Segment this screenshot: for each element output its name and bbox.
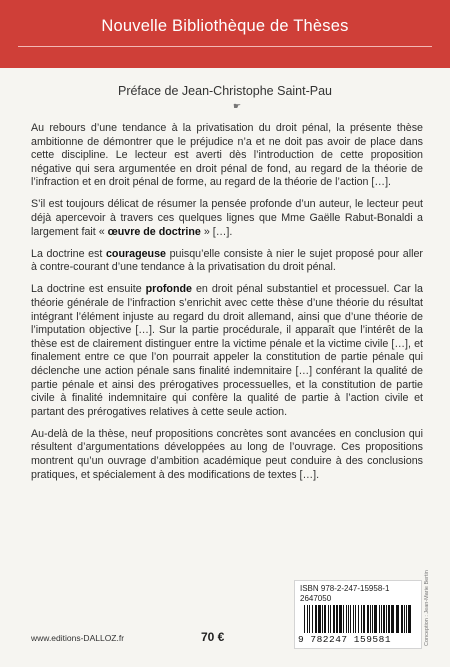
barcode-bar xyxy=(330,605,331,633)
design-credit: Conception : Jean-Marie Bertin xyxy=(424,570,430,646)
paragraph-2 xyxy=(31,198,423,239)
barcode-bar xyxy=(388,605,390,633)
barcode-bar xyxy=(383,605,385,633)
barcode-bar xyxy=(372,605,373,633)
paragraph-text: puisqu’elle consiste à nier le sujet proposé pour aller à contre-courant d’une tendance à la privatisation du droit pénal. xyxy=(31,247,423,274)
paragraph-text: Au rebours d’une tendance à la privatisation du droit pénal, la présente thèse ambitionne de démontrer que le préjudice n’a et ne doit pas avoir de place dans cette discipline. Le lecteur est averti dès l’introduction de cette proposition négative qui sera argumentée en droit pénal de fond, au regard de la théorie de l’infraction et en droit pénal de forme, au regard de la théorie de l’action […]. xyxy=(31,122,423,189)
preface-credit: Préface de Jean-Christophe Saint-Pau xyxy=(117,84,332,98)
paragraph-3 xyxy=(31,248,423,275)
emphasis-text: profonde xyxy=(145,283,192,296)
barcode-bar xyxy=(350,605,351,633)
paragraph-text: Au-delà de la thèse, neuf propositions concrètes sont avancées en conclusion qui résultent d’argumentations développées au long de l’ouvrage. Ces propositions montrent qu’un ouvrage d’ambition académique peut conduire à des conclusions pratiques, et spécialement à des modifications de textes […]. xyxy=(31,427,423,481)
collection-banner xyxy=(0,0,450,68)
barcode-bar xyxy=(379,605,380,633)
barcode-panel xyxy=(294,580,422,649)
banner-divider xyxy=(18,46,432,47)
barcode-bar xyxy=(370,605,371,633)
decorative-mark: ☛ xyxy=(233,101,242,111)
barcode-bar xyxy=(401,605,403,633)
collection-title: Nouvelle Bibliothèque de Thèses xyxy=(101,17,349,35)
barcode-bar xyxy=(367,605,369,633)
barcode-bar xyxy=(396,605,399,633)
barcode-bar xyxy=(315,605,317,633)
barcode-bar xyxy=(336,605,338,633)
isbn-label: ISBN 978-2-247-15958-1 xyxy=(300,584,390,593)
product-code: 2647050 xyxy=(300,594,332,603)
paragraph-4 xyxy=(31,283,423,419)
barcode-bar xyxy=(304,605,305,633)
barcode-bar xyxy=(381,605,382,633)
emphasis-text: courageuse xyxy=(105,247,166,260)
barcode-bar xyxy=(404,605,405,633)
barcode-bar xyxy=(333,605,335,633)
emphasis-text: œuvre de doctrine xyxy=(107,225,201,238)
barcode-bars xyxy=(304,605,412,633)
paragraph-text: » […]. xyxy=(200,225,233,238)
barcode-bar xyxy=(353,605,354,633)
barcode-bar xyxy=(358,605,359,633)
barcode-bar xyxy=(408,605,411,633)
barcode-bar xyxy=(355,605,356,633)
back-cover-text xyxy=(31,122,423,491)
barcode-bar xyxy=(312,605,313,633)
paragraph-text: La doctrine est xyxy=(31,247,106,260)
barcode-bar xyxy=(386,605,387,633)
paragraph-5 xyxy=(31,428,423,482)
paragraph-text: S’il est toujours délicat de résumer la pensée profonde d’un auteur, le lecteur peut déjà apercevoir à travers ces quelques lignes que Mme Gaëlle Rabut-Bonaldi a largement fait « xyxy=(31,198,423,238)
barcode-bar xyxy=(406,605,407,633)
barcode-bar xyxy=(363,605,365,633)
barcode-bar xyxy=(391,605,394,633)
barcode-bar xyxy=(328,605,329,633)
paragraph-text: La doctrine est ensuite xyxy=(31,283,146,296)
barcode-bar xyxy=(324,605,326,633)
barcode-bar xyxy=(361,605,362,633)
barcode-bar xyxy=(339,605,342,633)
paragraph-1 xyxy=(31,122,423,190)
barcode-digits: 9 782247 159581 xyxy=(298,634,392,645)
barcode-bar xyxy=(374,605,377,633)
publisher-website[interactable]: www.editions-DALLOZ.fr xyxy=(31,633,125,643)
barcode-bar xyxy=(348,605,349,633)
barcode-bar xyxy=(318,605,321,633)
price: 70 € xyxy=(201,630,225,644)
paragraph-text: en droit pénal substantiel et processuel. Car la théorie générale de l’infraction s’enrichit avec cette thèse d’une théorie du résultat intégrant l’élément injuste au regard du droit allemand, ainsi que d’une théorie de l’imputation objective […]. Sur la partie procédurale, il apparaît que l’intérêt de la thèse est de clairement distinguer entre la victime pénale et la victime civile […], et finalement entre ce que l’on pourrait appeler la constitution de partie pénale qui déclenche une action pénale sans finalité indemnitaire […] conférant la qualité de partie pénale et ainsi des prérogatives processuelles, et la constitution de partie civile à finalité indemnitaire qui confère la qualité de partie à l’action civile et partant des prérogatives relatives à cette seule action. xyxy=(31,283,423,418)
barcode-bar xyxy=(343,605,344,633)
barcode-bar xyxy=(322,605,323,633)
barcode-bar xyxy=(309,605,310,633)
barcode-bar xyxy=(307,605,308,633)
barcode-bar xyxy=(346,605,347,633)
